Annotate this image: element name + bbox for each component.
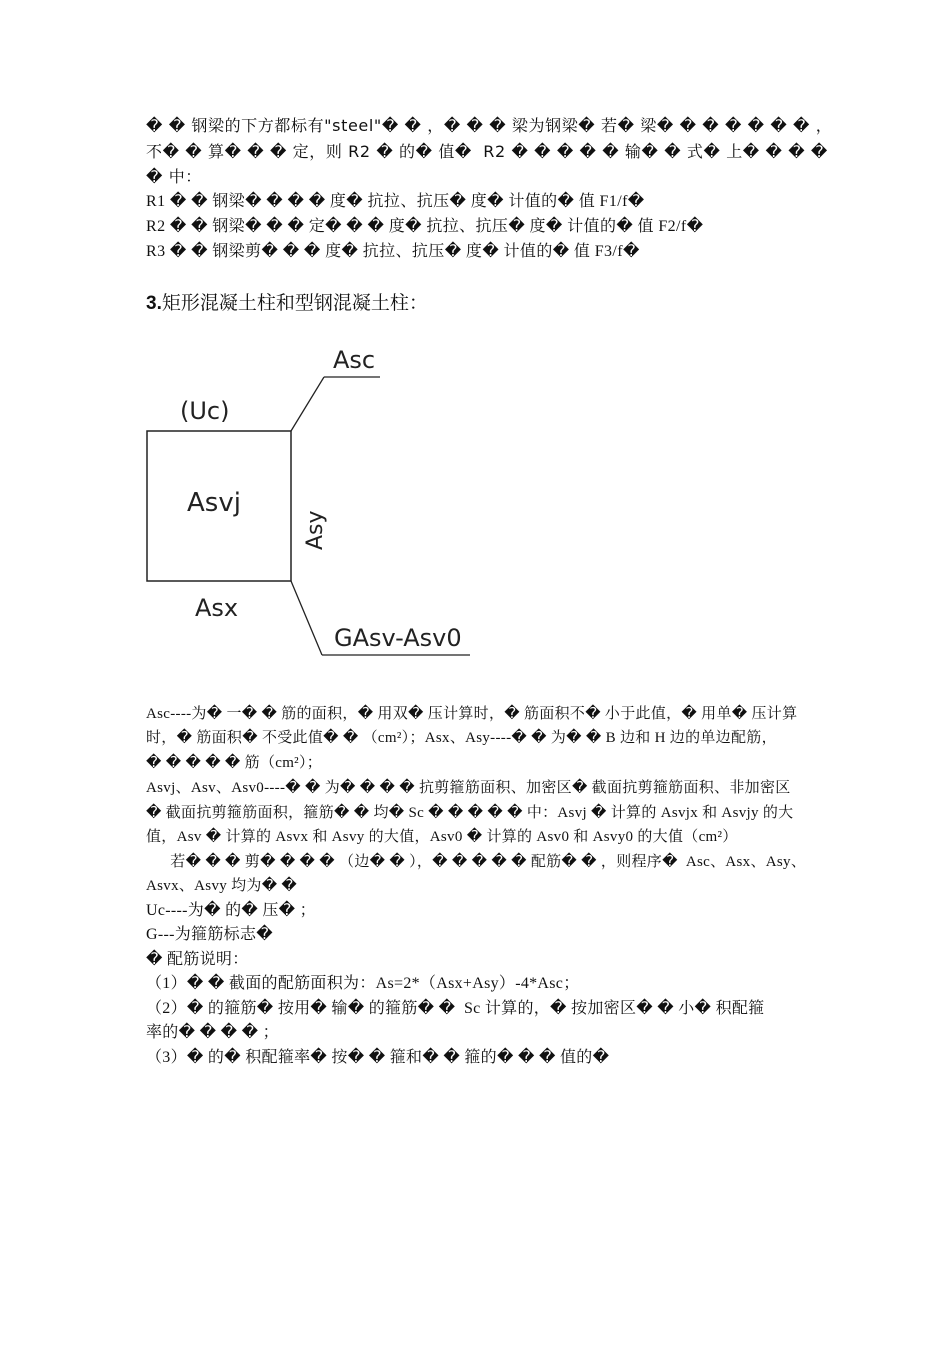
definition-line: Asc----为� 一� � 筋的面积，� 用双� 压计算时，� 筋面积不� 小于此值，� 用单� 压计算 (146, 706, 798, 722)
note-line: （3）� 的� 积配箍率� 按� � 箍和� � 箍的� � � 值的� (146, 1049, 610, 1066)
asc-leader (291, 377, 324, 431)
note-line: G---为箍筋标志� (146, 926, 273, 943)
note-line: Uc----为� 的� 压� ； (146, 902, 316, 919)
paragraph-line: � 中： (146, 167, 202, 186)
asc-label: Asc (333, 346, 376, 374)
definition-line: Asvx、Asvy 均为� � (146, 878, 302, 894)
definition-line: 值，Asv � 计算的 Asvx 和 Asvy 的大值，Asv0 � 计算的 Asv0 和 Asvy0 的大值（cm²） (146, 829, 738, 845)
definition-line: Asvj、Asv、Asv0----� � 为� � � � 抗剪箍筋面积、加密区� 截面抗剪箍筋面积、非加密区 (146, 780, 791, 796)
paragraph-line: 不� � 算� � � 定，则 R2 � 的� 值� R2 � � � � � 输� � 式� 上� � � � (146, 142, 834, 161)
note-line: � 配筋说明： (146, 951, 249, 968)
column-section-diagram (140, 335, 480, 670)
gasv-leader (291, 581, 322, 655)
asvj-label: Asvj (187, 488, 241, 518)
definition-line: � 截面抗剪箍筋面积，箍筋� � 均� Sc � � � � � 中：Asvj � 计算的 Asvjx 和 Asvjy 的大 (146, 805, 794, 821)
gasv-label: GAsv-Asv0 (334, 624, 462, 652)
note-line: （2）� 的箍筋� 按用� 输� 的箍筋� � Sc 计算的，� 按加密区� � 小� 积配箍 (146, 1000, 765, 1017)
definition-line: 若� � � 剪� � � � （边� � ），� � � � � 配筋� � ，则程序� Asc、Asx、Asy、 (146, 854, 807, 870)
heading-number: 3. (146, 293, 162, 314)
definition-line: � � � � � 筋（cm²）； (146, 755, 323, 771)
note-line: 率的� � � � ； (146, 1024, 279, 1041)
definition-line: 时，� 筋面积� 不受此值� � （cm²）；Asx、Asy----� � 为� � B 边和 H 边的单边配筋， (146, 730, 777, 746)
note-line: （1）� � 截面的配筋面积为：As=2*（Asx+Asy）-4*Asc； (146, 975, 580, 992)
section-heading (146, 288, 428, 315)
uc-label: (Uc) (180, 397, 230, 425)
paragraph-line: � � 钢梁的下方都标有"steel"� � ，� � � 梁为钢梁� 若� 梁� � � � � � � ， (146, 116, 833, 135)
r2-item: R2 � � 钢梁� � � 定� � � 度� 抗拉、抗压� 度� 计值的� 值 F2/f� (146, 218, 704, 235)
r1-item: R1 � � 钢梁� � � � 度� 抗拉、抗压� 度� 计值的� 值 F1/f� (146, 193, 645, 210)
r3-item: R3 � � 钢梁剪� � � 度� 抗拉、抗压� 度� 计值的� 值 F3/f� (146, 243, 640, 260)
asy-label: Asy (303, 510, 328, 550)
asx-label: Asx (195, 594, 239, 622)
heading-text: 矩形混凝土柱和型钢混凝土柱： (161, 292, 428, 314)
